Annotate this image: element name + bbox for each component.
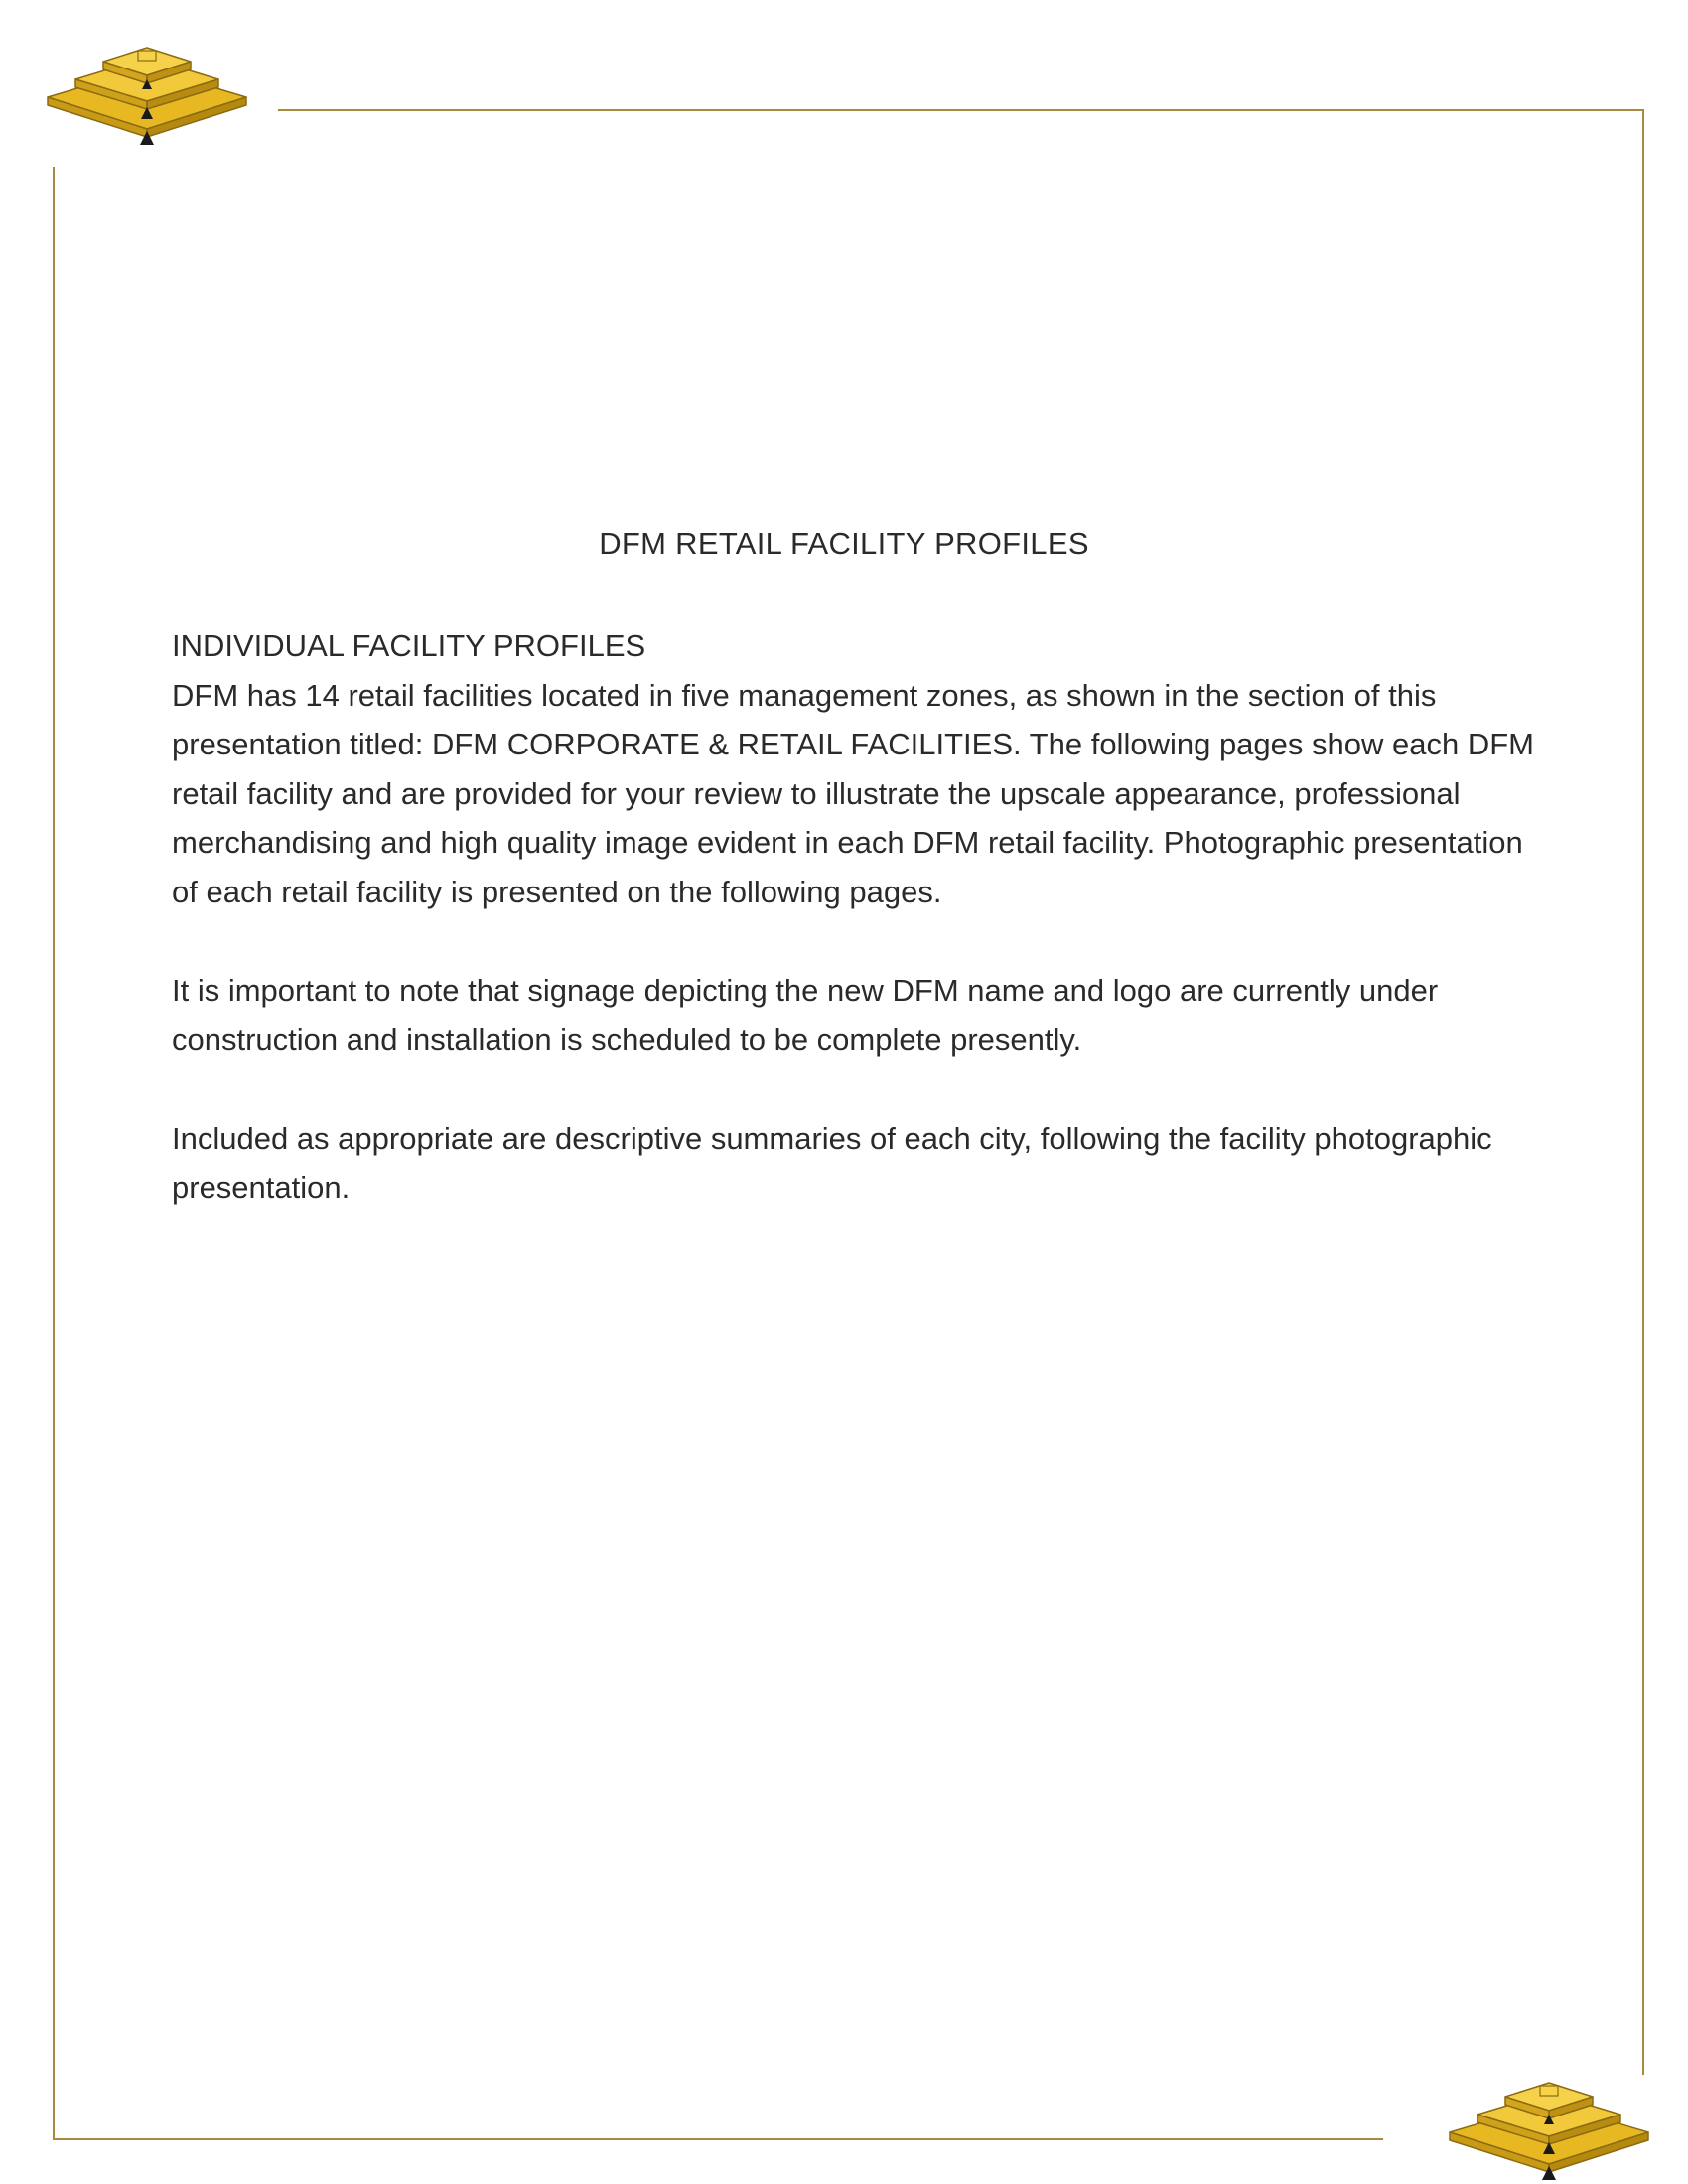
page-title: DFM RETAIL FACILITY PROFILES (599, 526, 1089, 561)
paragraph-signage-note: It is important to note that signage depicting the new DFM name and logo are currently under construction and installation is scheduled to be complete presently. (172, 973, 1439, 1057)
paragraph-city-summaries: Included as appropriate are descriptive summaries of each city, following the facility photographic presentation. (172, 1121, 1492, 1205)
section-heading: INDIVIDUAL FACILITY PROFILES (172, 628, 646, 663)
pyramid-logo-icon (1442, 2073, 1656, 2182)
frame-top-line (278, 109, 1644, 111)
frame-bottom-line (53, 2138, 1383, 2140)
paragraph-facilities-overview: DFM has 14 retail facilities located in five management zones, as shown in the section of this presentation titled: DFM CORPORATE & RETAIL FACILITIES. The following pages show each DFM retail facility and are provided for your review to illustrate the upscale appearance, professional merchandising and high quality image evident in each DFM retail facility. Photographic presentation of each retail facility is presented on the following pages. (172, 677, 1534, 909)
frame-left-line (53, 167, 55, 2140)
paragraph-spacer (172, 1064, 1542, 1114)
pyramid-logo-icon (40, 38, 254, 147)
document-body (172, 621, 1542, 1212)
paragraph-spacer (172, 916, 1542, 966)
frame-right-line (1642, 109, 1644, 2075)
